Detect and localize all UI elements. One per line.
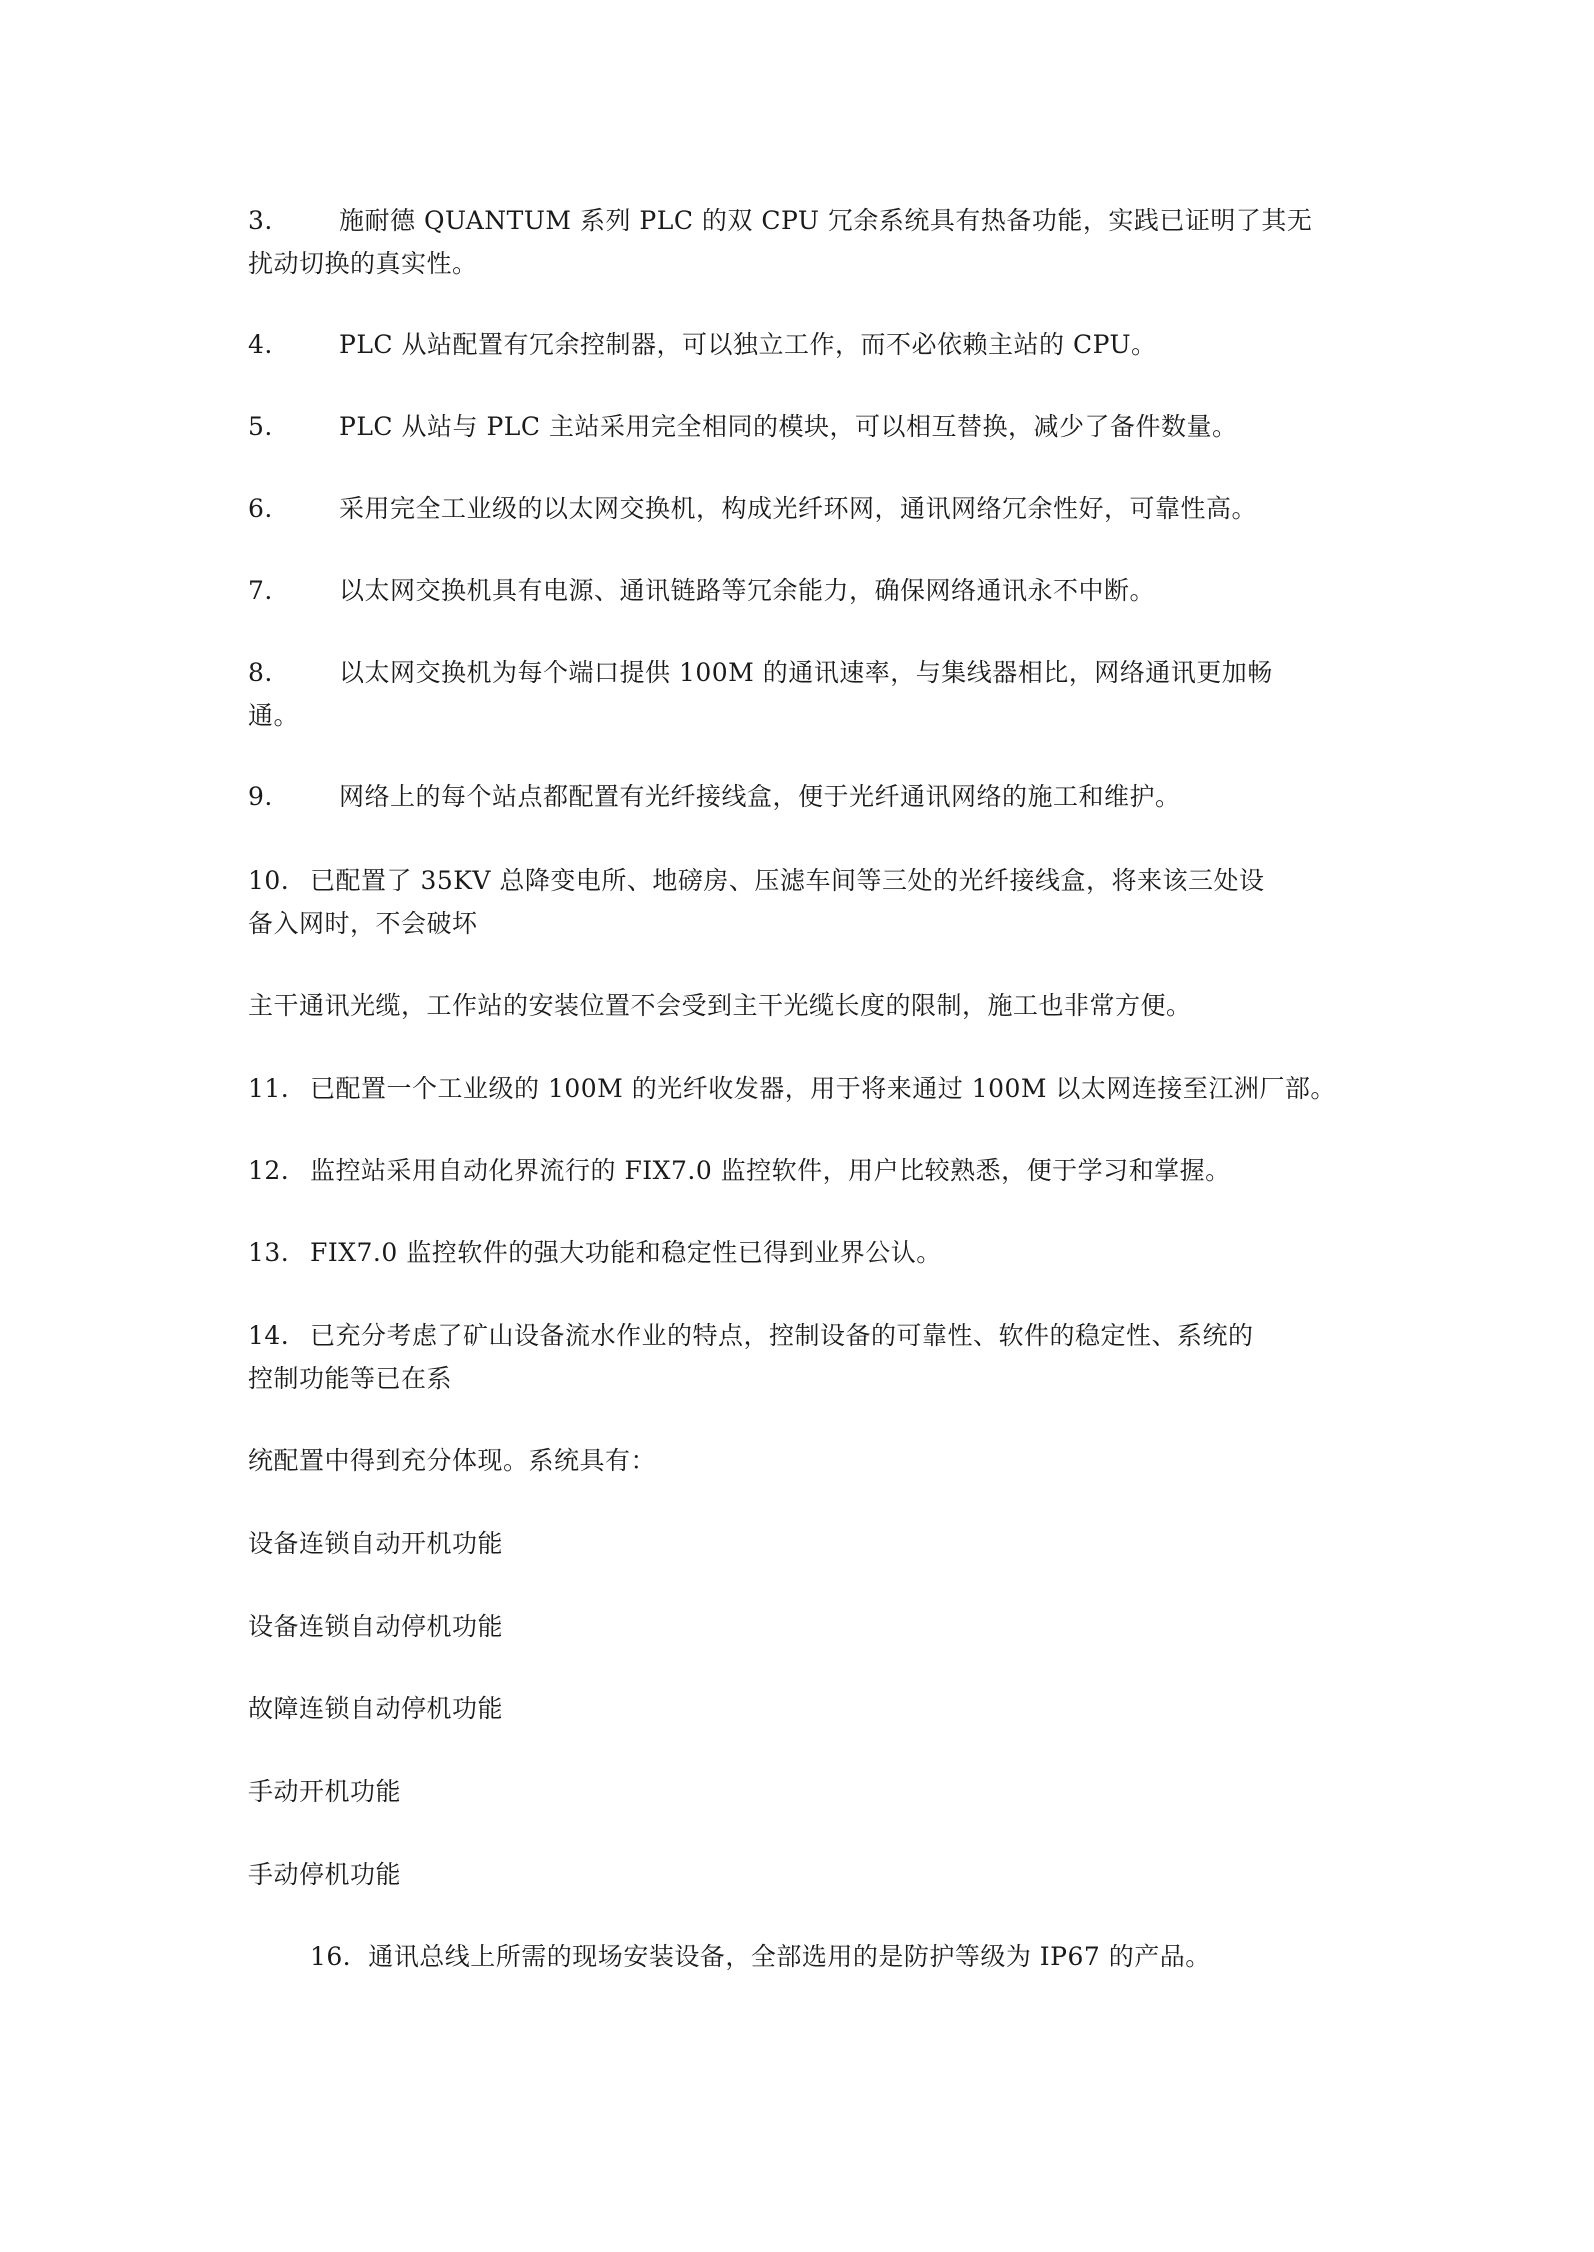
function-text: 设备连锁自动停机功能 — [248, 1612, 504, 1641]
function-text: 设备连锁自动开机功能 — [248, 1529, 504, 1558]
paragraph-system-features — [248, 1440, 1360, 1482]
list-item-12 — [248, 1150, 1360, 1192]
list-item-3 — [248, 200, 1360, 242]
list-item-4 — [248, 324, 1360, 366]
list-item-13 — [248, 1232, 1360, 1274]
paragraph-continuation — [248, 985, 1360, 1027]
item-text-continued: 扰动切换的真实性。 — [248, 249, 478, 278]
function-item — [248, 1771, 1360, 1813]
function-item — [248, 1854, 1360, 1896]
item-text-continued: 通。 — [248, 701, 300, 730]
list-item-8 — [248, 652, 1360, 694]
list-item-9 — [248, 776, 1360, 818]
list-item-7 — [248, 570, 1360, 612]
list-item-14 — [248, 1315, 1360, 1357]
item-number: 10. — [248, 866, 290, 895]
item-text: 网络上的每个站点都配置有光纤接线盒，便于光纤通讯网络的施工和维护。 — [339, 782, 1181, 811]
list-item-3-continued — [248, 243, 1360, 285]
list-item-5 — [248, 406, 1360, 448]
item-text: 采用完全工业级的以太网交换机，构成光纤环网，通讯网络冗余性好，可靠性高。 — [339, 494, 1258, 523]
function-item — [248, 1523, 1360, 1565]
item-text: PLC 从站配置有冗余控制器，可以独立工作，而不必依赖主站的 CPU。 — [339, 330, 1157, 359]
item-text: 以太网交换机具有电源、通讯链路等冗余能力，确保网络通讯永不中断。 — [339, 576, 1156, 605]
list-item-10 — [248, 860, 1360, 902]
item-number: 9. — [248, 782, 273, 811]
item-text: 主干通讯光缆，工作站的安装位置不会受到主干光缆长度的限制，施工也非常方便。 — [248, 991, 1192, 1020]
item-text: PLC 从站与 PLC 主站采用完全相同的模块，可以相互替换，减少了备件数量。 — [339, 412, 1238, 441]
function-text: 手动停机功能 — [248, 1860, 402, 1889]
item-number: 6. — [248, 494, 273, 523]
item-text: 以太网交换机为每个端口提供 100M 的通讯速率，与集线器相比，网络通讯更加畅 — [339, 658, 1273, 687]
item-text: FIX7.0 监控软件的强大功能和稳定性已得到业界公认。 — [310, 1238, 942, 1267]
item-text: 监控站采用自动化界流行的 FIX7.0 监控软件，用户比较熟悉，便于学习和掌握。 — [310, 1156, 1231, 1185]
item-number: 13. — [248, 1238, 290, 1267]
item-text: 已充分考虑了矿山设备流水作业的特点，控制设备的可靠性、软件的稳定性、系统的 — [310, 1321, 1254, 1350]
item-text-continued: 控制功能等已在系 — [248, 1364, 453, 1393]
list-item-11 — [248, 1068, 1360, 1110]
list-item-8-continued — [248, 695, 1360, 737]
function-item — [248, 1606, 1360, 1648]
function-text: 故障连锁自动停机功能 — [248, 1694, 504, 1723]
item-number: 12. — [248, 1156, 290, 1185]
item-text: 已配置了 35KV 总降变电所、地磅房、压滤车间等三处的光纤接线盒，将来该三处设 — [310, 866, 1265, 895]
item-number: 8. — [248, 658, 273, 687]
item-number: 3. — [248, 206, 273, 235]
list-item-6 — [248, 488, 1360, 530]
item-number: 14. — [248, 1321, 290, 1350]
item-text-continued: 备入网时，不会破坏 — [248, 909, 478, 938]
item-number: 4. — [248, 330, 273, 359]
function-text: 手动开机功能 — [248, 1777, 402, 1806]
item-text: 已配置一个工业级的 100M 的光纤收发器，用于将来通过 100M 以太网连接至江洲厂部。 — [310, 1074, 1336, 1103]
item-number: 11. — [248, 1074, 290, 1103]
item-text: 16．通讯总线上所需的现场安装设备，全部选用的是防护等级为 IP67 的产品。 — [310, 1942, 1211, 1971]
function-item — [248, 1688, 1360, 1730]
item-text: 统配置中得到充分体现。系统具有： — [248, 1446, 657, 1475]
list-item-14-continued — [248, 1358, 1360, 1400]
list-item-10-continued — [248, 903, 1360, 945]
item-number: 7. — [248, 576, 273, 605]
list-item-16 — [310, 1936, 1422, 1978]
item-text: 施耐德 QUANTUM 系列 PLC 的双 CPU 冗余系统具有热备功能，实践已证明了其无 — [339, 206, 1313, 235]
item-number: 5. — [248, 412, 273, 441]
